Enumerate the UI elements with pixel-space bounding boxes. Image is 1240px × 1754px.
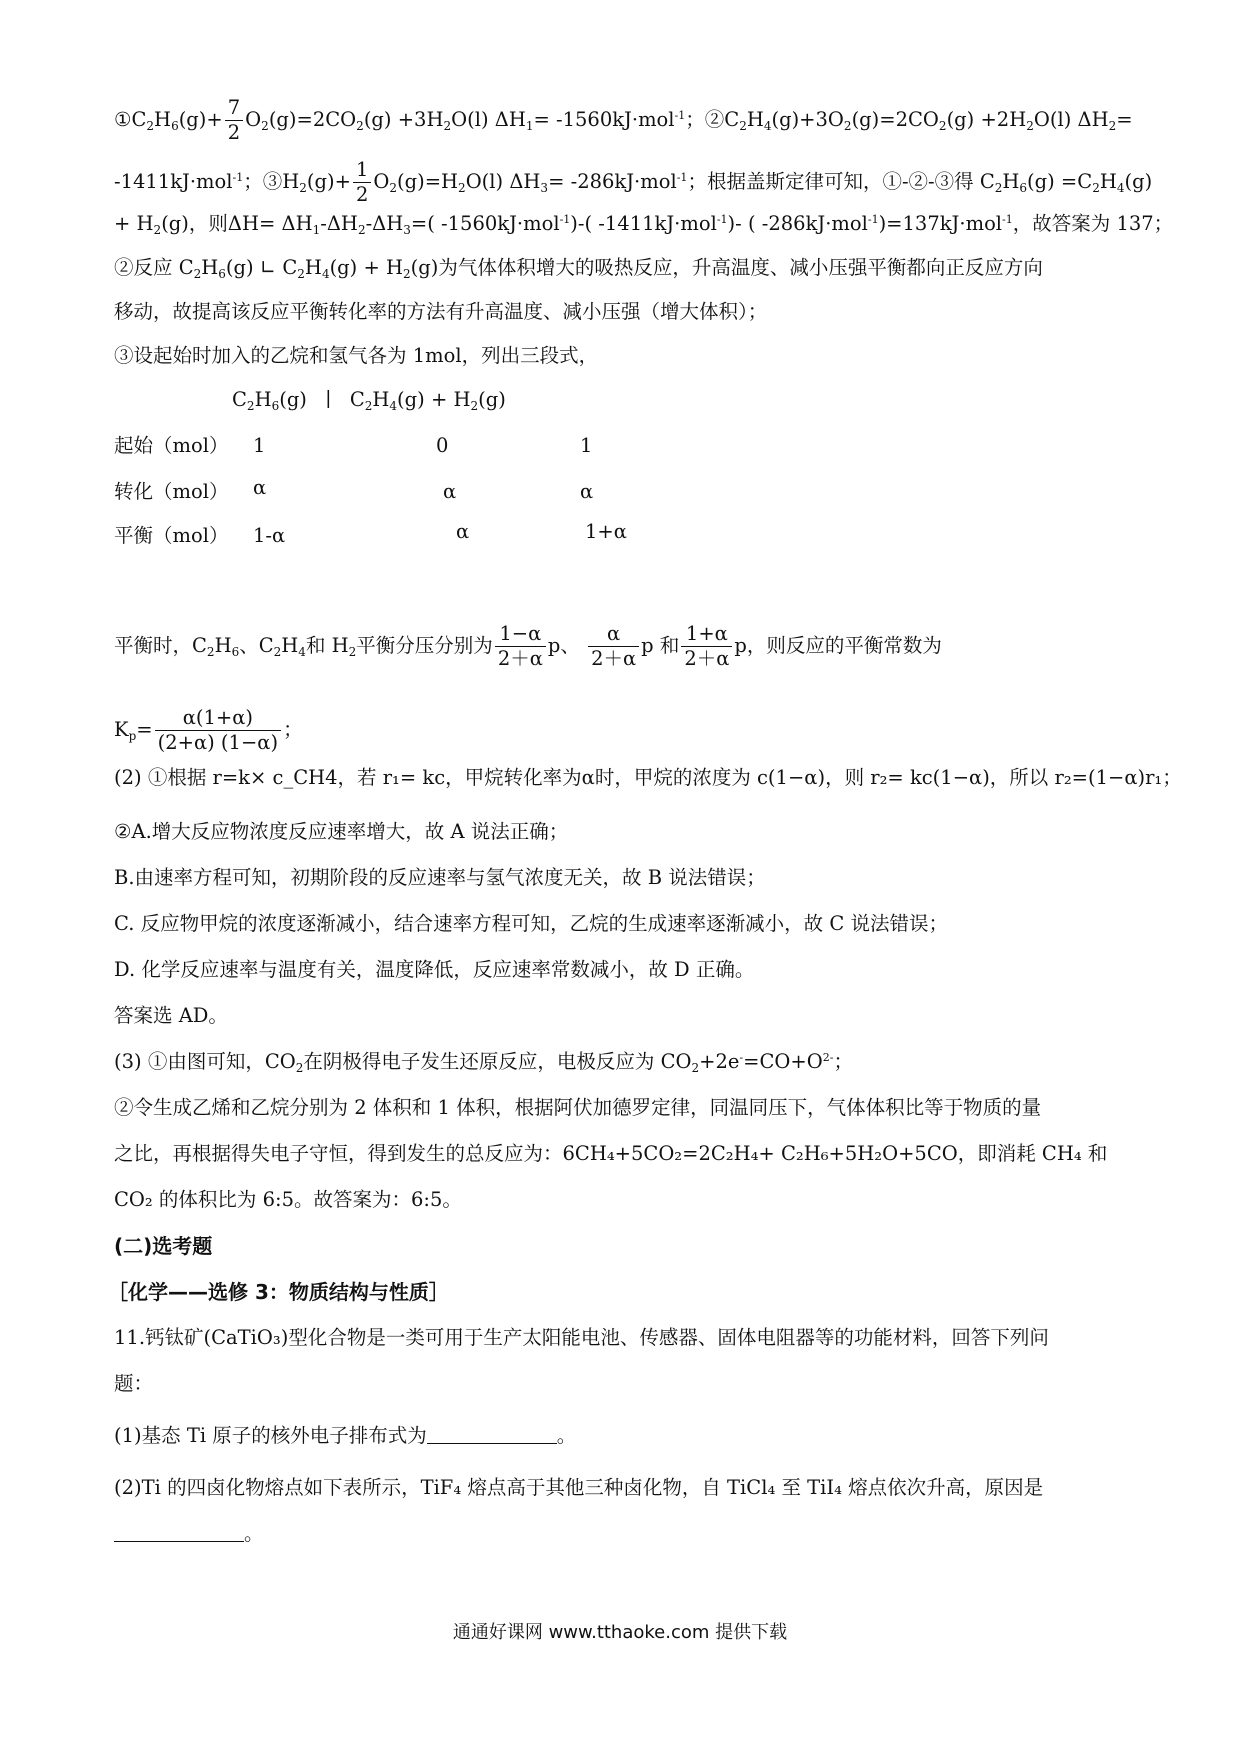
text-q3-b3: CO₂ 的体积比为 6:5。故答案为：6:5。 xyxy=(114,1188,462,1211)
table-cell: 1 xyxy=(580,434,593,457)
text-q2-a: ②A.增大反应物浓度反应速率增大，故 A 说法正确； xyxy=(114,820,569,843)
question-11-part-2: (2)Ti 的四卤化物熔点如下表所示，TiF₄ 熔点高于其他三种卤化物，自 TiCl₄ 至 TiI₄ 熔点依次升高，原因是 xyxy=(114,1476,1044,1499)
table-cell: α xyxy=(580,480,594,503)
page-footer: 通通好课网 www.tthaoke.com 提供下载 xyxy=(452,1622,788,1643)
table-row-label: 平衡（mol） xyxy=(114,524,229,547)
text-q3-b2: 之比，再根据得失电子守恒，得到发生的总反应为：6CH₄+5CO₂=2C₂H₄+ C₂H₆+5H₂O+5CO，即消耗 CH₄ 和 xyxy=(114,1142,1108,1165)
answer-blank xyxy=(427,1425,557,1444)
table-cell: 1-α xyxy=(253,524,286,547)
text-line-4: ②反应 $C_2H_6(g)$ ∟ $C_2H_4(g) + H_2(g)$为气体体积增大的吸热反应，升高温度、减小压强平衡都向正反应方向 xyxy=(114,256,1043,281)
question-11-part-2-blank: 。 xyxy=(114,1520,264,1548)
text: ①C xyxy=(114,108,147,131)
table-row-label: 转化（mol） xyxy=(114,480,229,503)
kp-expression: $K_p=$ $\frac{\alpha(1+\alpha)}{(2+\alpha) (1-\alpha)}$ ； xyxy=(114,706,303,754)
table-cell: 1+α xyxy=(585,520,627,543)
table-cell: α xyxy=(443,480,457,503)
text-q2-d: D. 化学反应速率与温度有关，温度降低，反应速率常数减小，故 D 正确。 xyxy=(114,958,755,981)
question-11-line-2: 题： xyxy=(114,1372,154,1395)
section-subheading: ［化学——选修 3：物质结构与性质］ xyxy=(108,1280,449,1304)
question-11-part-1: (1)基态 Ti 原子的核外电子排布式为 。 xyxy=(114,1424,577,1447)
table-cell: α xyxy=(253,476,267,499)
table-cell: α xyxy=(456,520,470,543)
text-line-6: ③设起始时加入的乙烷和氢气各为 1mol，列出三段式， xyxy=(114,344,599,367)
text-line-5: 移动，故提高该反应平衡转化率的方法有升高温度、减小压强（增大体积）； xyxy=(114,300,768,323)
fraction: $\frac{7}{2}$ xyxy=(225,96,243,145)
text-q2-rate: (2) ①根据 r=k× c_CH4，若 r₁= kc，甲烷转化率为α时，甲烷的浓度为 c(1−α)，则 r₂= kc(1−α)，所以 r₂=(1−α)r₁； xyxy=(114,766,1182,789)
equation-line-1: $①C_2H_6(g)+$ $\frac{7}{2}$ $O_2(g)=2CO_2(g) +3H_2O(l)$ $\Delta H_1= -1560kJ\cdot mol^{-1}$；$②C_2H_4(g)+3O_2(g)=2CO_2(g) +2H_2O(l)$ $\Delta H_2=$ xyxy=(114,96,1133,144)
text-q3-a: (3) ①由图可知，$CO_2$在阴极得电子发生还原反应，电极反应为 $CO_2+2e^-=CO+O^{2-}$； xyxy=(114,1050,853,1075)
fraction: $\frac{\alpha(1+\alpha)}{(2+\alpha) (1-\alpha)}$ xyxy=(155,706,281,755)
section-heading: (二)选考题 xyxy=(114,1234,213,1258)
text-q2-answer: 答案选 AD。 xyxy=(114,1004,228,1027)
text-q3-b1: ②令生成乙烯和乙烷分别为 2 体积和 1 体积，根据阿伏加德罗定律，同温同压下，气体体积比等于物质的量 xyxy=(114,1096,1042,1119)
partial-pressure-line: 平衡时，$C_2H_6$、$C_2H_4$和 $H_2$平衡分压分别为 $\frac{1-\alpha}{2+\alpha}$ p、 $\frac{\alpha}{2+\alpha}$ p 和 $\frac{1+\alpha}{2+\alpha}$ p，则反应的平衡常数为 xyxy=(114,622,942,670)
text-q2-b: B.由速率方程可知，初期阶段的反应速率与氢气浓度无关，故 B 说法错误； xyxy=(114,866,766,889)
equation-line-2: -1411kJ·mol$^{-1}$；$③H_2(g)+$ $\frac{1}{2}$ $O_2(g)=H_2O(l)$ $\Delta H_3= -286kJ\cdot mol^{-1}$；根据盖斯定律可知，①-②-③得 $C_2H_6(g) =C_2H_4(g)$ xyxy=(114,158,1153,206)
reaction-row: $C_2H_6(g)$ ∣ $C_2H_4(g) + H_2(g)$ xyxy=(232,388,506,413)
text-q2-c: C. 反应物甲烷的浓度逐渐减小，结合速率方程可知，乙烷的生成速率逐渐减小，故 C 说法错误； xyxy=(114,912,948,935)
fraction: $\frac{1}{2}$ xyxy=(353,158,371,207)
table-row-label: 起始（mol） xyxy=(114,434,229,457)
equation-line-3: + $H_2(g)$，则$\Delta H= \Delta H_1-\Delta H_2-\Delta H_3=$( -1560kJ·mol$^{-1}$)-( -1411kJ·mol$^{-1}$)- ( -286kJ·mol$^{-1}$)=137kJ·mol$^{-1}$，故答案为 137； xyxy=(114,212,1174,237)
question-11-line-1: 11.钙钛矿(CaTiO₃)型化合物是一类可用于生产太阳能电池、传感器、固体电阻器等的功能材料，回答下列问 xyxy=(114,1326,1049,1349)
fraction: $\frac{\alpha}{2+\alpha}$ xyxy=(588,622,639,671)
fraction: $\frac{1+\alpha}{2+\alpha}$ xyxy=(681,622,732,671)
table-cell: 0 xyxy=(436,434,449,457)
table-cell: 1 xyxy=(253,434,266,457)
answer-blank xyxy=(114,1523,244,1542)
fraction: $\frac{1-\alpha}{2+\alpha}$ xyxy=(495,622,546,671)
